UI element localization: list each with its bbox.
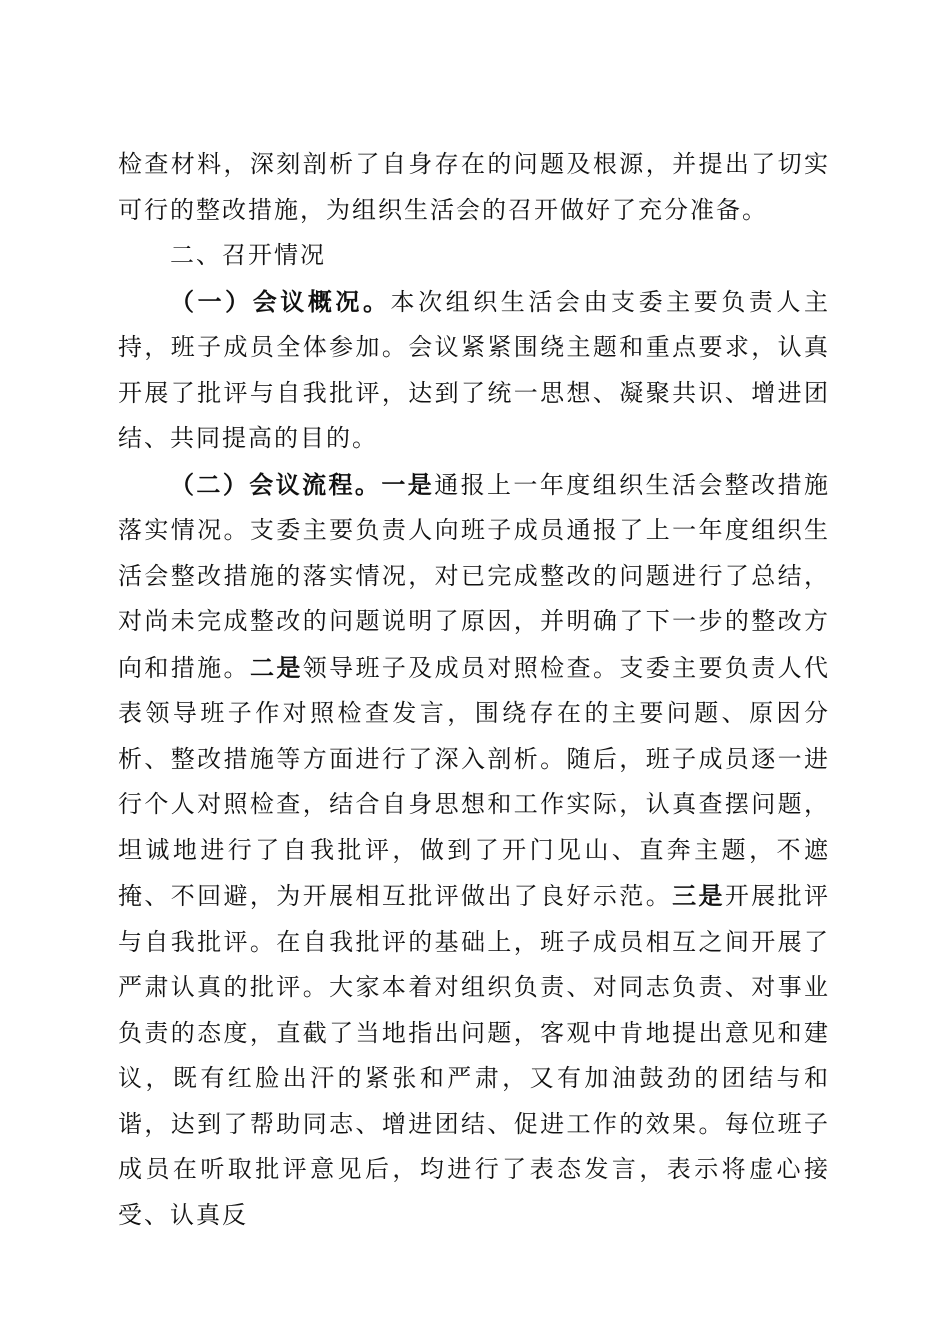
step1-text: 通报上一年度组织生活会整改措施落实情况。支委主要负责人向班子成员通报了上一年度组织生活会整改措施的落实情况，对已完成整改的问题进行了总结，对尚未完成整改的问题说明了原因，并明确了下一步的整改方向和措施。 (118, 470, 831, 682)
overview-text: 本次组织生活会由支委主要负责人主持，班子成员全体参加。会议紧紧围绕主题和重点要求，认真开展了批评与自我批评，达到了统一思想、凝聚共识、增进团结、共同提高的目的。 (118, 287, 831, 452)
step3-text: 开展批评与自我批评。在自我批评的基础上，班子成员相互之间开展了严肃认真的批评。大家本着对组织负责、对同志负责、对事业负责的态度，直截了当地指出问题，客观中肯地提出意见和建议，既有红脸出汗的紧张和严肃，又有加油鼓劲的团结与和谐，达到了帮助同志、增进团结、促进工作的效果。每位班子成员在听取批评意见后，均进行了表态发言，表示将虚心接受、认真反 (118, 882, 831, 1229)
document-body (118, 142, 830, 1238)
overview-title: （一）会议概况。 (170, 286, 391, 316)
process-paragraph (118, 462, 830, 1239)
step3-label: 三是 (672, 881, 725, 910)
process-title: （二）会议流程。 (170, 469, 382, 499)
overview-paragraph (118, 279, 830, 462)
step2-label: 二是 (249, 652, 303, 682)
intro-paragraph: 检查材料，深刻剖析了自身存在的问题及根源，并提出了切实可行的整改措施，为组织生活会的召开做好了充分准备。 (118, 150, 830, 224)
step2-text: 领导班子及成员对照检查。支委主要负责人代表领导班子作对照检查发言，围绕存在的主要问题、原因分析、整改措施等方面进行了深入剖析。随后，班子成员逐一进行个人对照检查，结合自身思想和工作实际，认真查摆问题，坦诚地进行了自我批评，做到了开门见山、直奔主题，不遮掩、不回避，为开展相互批评做出了良好示范。 (118, 653, 831, 910)
step1-label: 一是 (381, 469, 435, 499)
section-heading: 二、召开情况 (170, 241, 326, 269)
